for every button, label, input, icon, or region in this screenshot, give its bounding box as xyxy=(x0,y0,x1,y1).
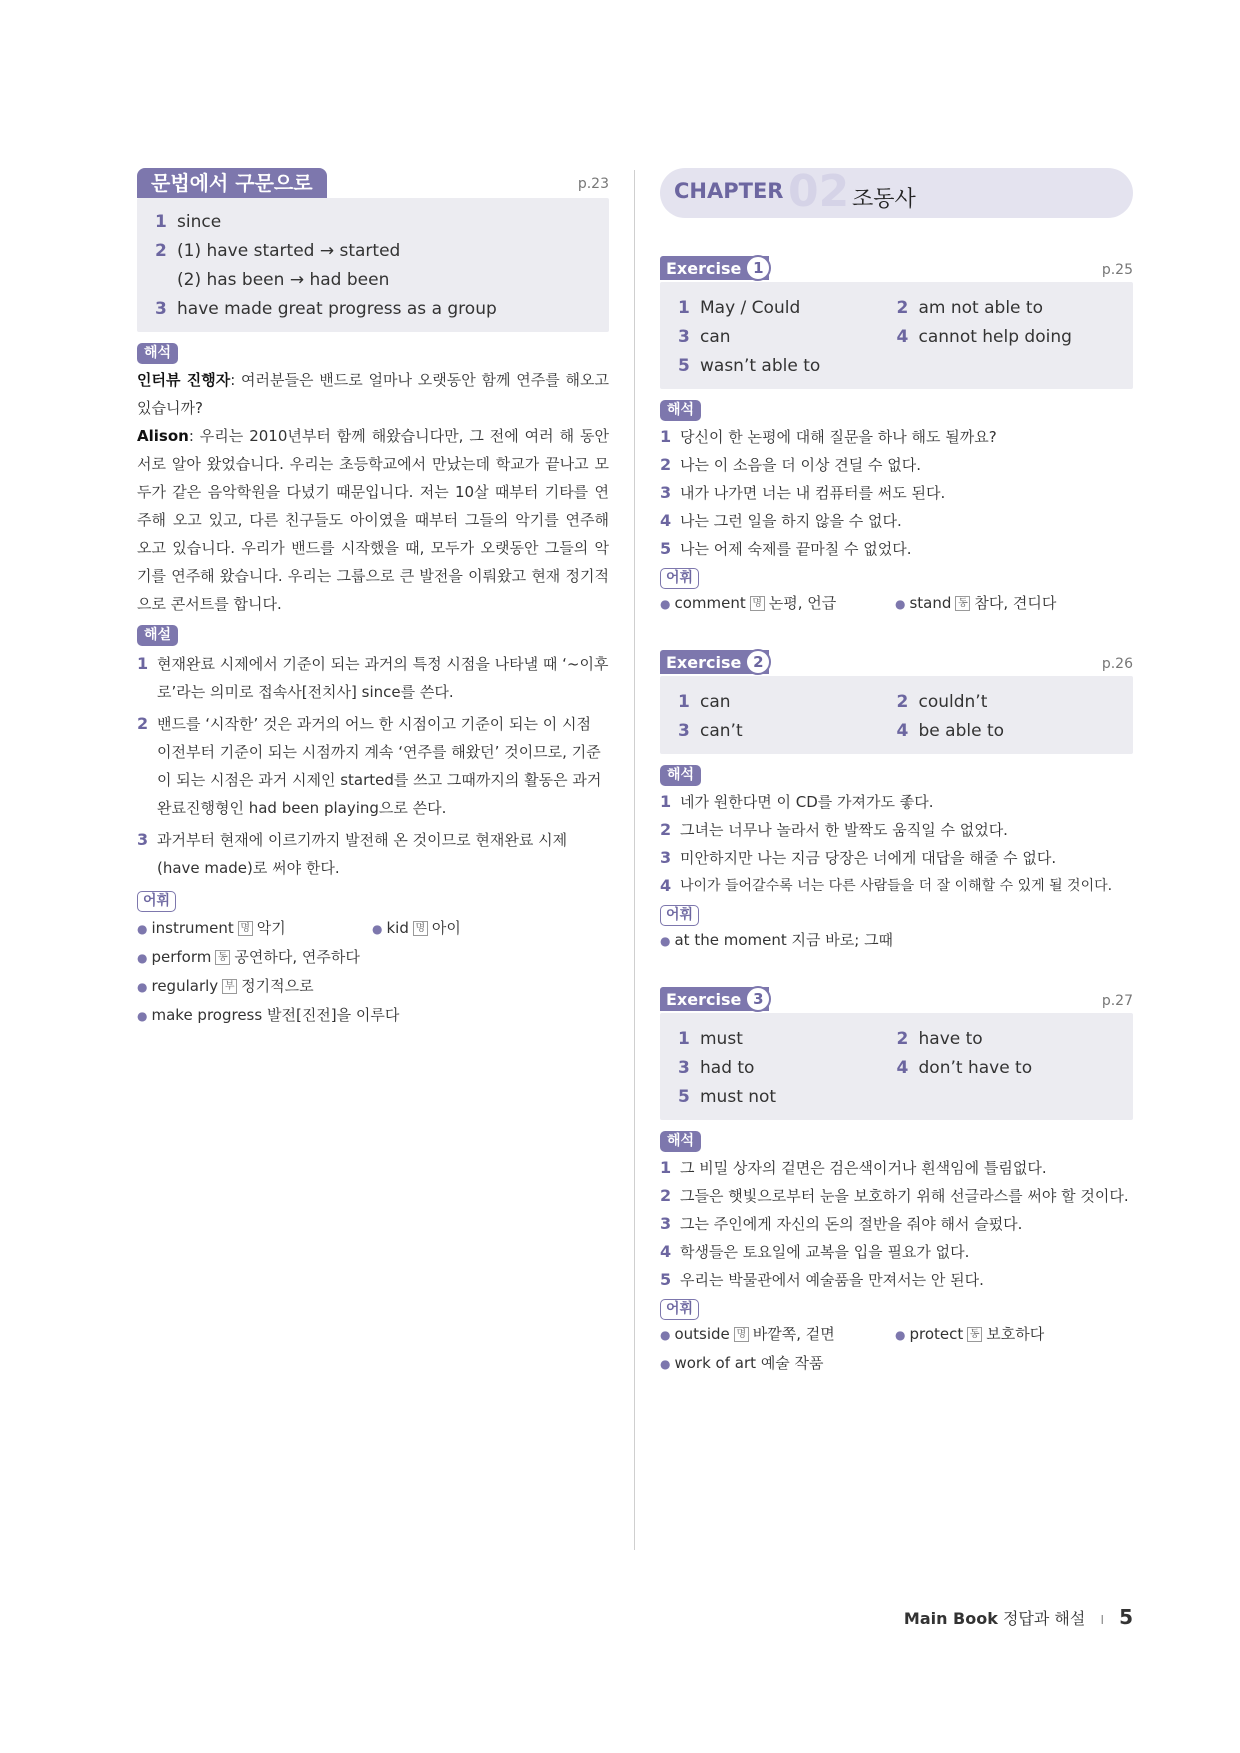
vocab-row: ● outside 명 바깥쪽, 겉면 ● protect 동 보호하다 xyxy=(660,1325,1045,1343)
exercise-number: 1 xyxy=(745,255,771,281)
translation-item: 4 학생들은 토요일에 교복을 입을 필요가 없다. xyxy=(660,1242,970,1261)
exercise-label: Exercise 1 xyxy=(660,256,769,280)
section-name: 정답과 해설 xyxy=(1002,1609,1086,1628)
answer-box xyxy=(660,1013,1133,1120)
exercise-2 xyxy=(660,650,1133,955)
vocab-label: 어휘 xyxy=(137,891,176,912)
translation-item: 1 그 비밀 상자의 겉면은 검은색이거나 흰색임에 틀림없다. xyxy=(660,1158,1047,1177)
exercise-3 xyxy=(660,987,1133,1378)
translation-item: 2 나는 이 소음을 더 이상 견딜 수 없다. xyxy=(660,455,922,474)
translation-item: 1 당신이 한 논평에 대해 질문을 하나 해도 될까요? xyxy=(660,427,997,446)
column-divider xyxy=(634,170,635,1550)
answer-item: 1 since xyxy=(155,212,222,232)
answer-item: 3 can xyxy=(678,327,731,347)
book-name: Main Book xyxy=(903,1609,998,1628)
chapter-title: 조동사 xyxy=(852,187,916,212)
answer-item: 1 can xyxy=(678,692,731,712)
exercise-label: Exercise 2 xyxy=(660,650,769,674)
translation-item: 5 나는 어제 숙제를 끝마칠 수 없었다. xyxy=(660,539,912,558)
exercise-label: Exercise 3 xyxy=(660,987,769,1011)
page-ref: p.23 xyxy=(577,176,609,192)
answer-box xyxy=(137,198,609,332)
vocab-label: 어휘 xyxy=(660,1299,699,1320)
exercise-header xyxy=(660,256,1133,282)
right-column xyxy=(660,168,1133,1378)
chapter-number: 02 xyxy=(788,166,850,217)
answer-item: 1 May / Could xyxy=(678,298,801,318)
vocab-row: ● instrument 명 악기 ● kid 명 아이 xyxy=(137,919,461,937)
answer-item: 4 be able to xyxy=(896,721,1005,741)
explanation-label: 해설 xyxy=(137,625,178,646)
chapter-header xyxy=(660,168,1133,218)
left-column xyxy=(137,168,609,1030)
answer-item: 2 couldn’t xyxy=(896,692,988,712)
exercise-1 xyxy=(660,256,1133,618)
translation-label: 해석 xyxy=(660,400,701,421)
explanation-item: 3 과거부터 현재에 이르기까지 발전해 온 것이므로 현재완료 시제(have made)로 써야 한다. xyxy=(137,830,568,877)
answer-box xyxy=(660,676,1133,754)
vocab-label: 어휘 xyxy=(660,905,699,926)
answer-item: (2) has been → had been xyxy=(177,270,390,290)
answer-box xyxy=(660,282,1133,389)
answer-item: 4 don’t have to xyxy=(896,1058,1033,1078)
translation-item: 2 그들은 햇빛으로부터 눈을 보호하기 위해 선글라스를 써야 할 것이다. xyxy=(660,1186,1129,1205)
translation-item: 4 나이가 들어갈수록 너는 다른 사람들을 더 잘 이해할 수 있게 될 것이다. xyxy=(660,876,1113,895)
explanation-list xyxy=(137,650,609,882)
translation-list xyxy=(660,1154,1133,1294)
vocab-row: ● make progress 발전[진전]을 이루다 xyxy=(137,1006,400,1024)
translation-list xyxy=(660,788,1133,900)
answer-item: 2 (1) have started → started xyxy=(155,241,401,261)
grammar-section-header xyxy=(137,168,609,198)
answer-item: 2 have to xyxy=(896,1029,983,1049)
exercise-number: 2 xyxy=(745,649,771,675)
translation-paragraph: 인터뷰 진행자: 여러분들은 밴드로 얼마나 오랫동안 함께 연주를 해오고 있습니까? Alison: 우리는 2010년부터 함께 해왔습니다만, 그 전에 여러 해 동안 서로 알아 왔었습니다. 우리는 초등학교에서 만났는데 학교가 끝나고 모두가 같은 음악학원을 다녔기 때문입니다. 저는 10살 때부터 기타를 연주해 오고 있고, 다른 친구들도 아이였을 때부터 그들의 악기를 연주해 오고 있습니다. 우리가 밴드를 시작했을 때, 모두가 오랫동안 그들의 악기를 연주해 왔습니다. 우리는 그룹으로 큰 발전을 이뤄왔고 현재 정기적으로 콘서트를 합니다. xyxy=(137,371,609,613)
answer-item: 1 must xyxy=(678,1029,743,1049)
page-ref: p.25 xyxy=(1101,262,1133,278)
exercise-header xyxy=(660,987,1133,1013)
translation-item: 5 우리는 박물관에서 예술품을 만져서는 안 된다. xyxy=(660,1270,984,1289)
explanation-item: 1 현재완료 시제에서 기준이 되는 과거의 특정 시점을 나타낼 때 ‘~이후로’라는 의미로 접속사[전치사] since를 쓴다. xyxy=(137,654,609,701)
vocab-label: 어휘 xyxy=(660,568,699,589)
page-number: 5 xyxy=(1119,1605,1133,1629)
vocab-row: ● perform 동 공연하다, 연주하다 xyxy=(137,948,360,966)
page-ref: p.27 xyxy=(1101,993,1133,1009)
answer-item: 3 have made great progress as a group xyxy=(155,299,497,319)
translation-item: 3 그는 주인에게 자신의 돈의 절반을 줘야 해서 슬펐다. xyxy=(660,1214,1023,1233)
translation-item: 3 내가 나가면 너는 내 컴퓨터를 써도 된다. xyxy=(660,483,946,502)
section-title: 문법에서 구문으로 xyxy=(137,168,327,198)
translation-item: 4 나는 그런 일을 하지 않을 수 없다. xyxy=(660,511,902,530)
vocab-row: ● regularly 부 정기적으로 xyxy=(137,977,314,995)
explanation-item: 2 밴드를 ‘시작한’ 것은 과거의 어느 한 시점이고 기준이 되는 이 시점 이전부터 기준이 되는 시점까지 계속 ‘연주를 해왔던’ 것이므로, 기준이 되는 시점은 과거 시제인 started를 쓰고 그때까지의 활동은 과거완료진행형인 had been playing으로 쓴다. xyxy=(137,714,602,817)
vocab-row: ● at the moment 지금 바로; 그때 xyxy=(660,931,894,949)
answer-item: 3 had to xyxy=(678,1058,755,1078)
vocab-row: ● work of art 예술 작품 xyxy=(660,1354,824,1372)
chapter-label: CHAPTER xyxy=(674,179,784,203)
footer-separator: I xyxy=(1100,1613,1104,1627)
exercise-header xyxy=(660,650,1133,676)
vocab-row: ● comment 명 논평, 언급 ● stand 동 참다, 견디다 xyxy=(660,594,1057,612)
answer-item: 2 am not able to xyxy=(896,298,1043,318)
translation-label: 해석 xyxy=(660,765,701,786)
translation-item: 3 미안하지만 나는 지금 당장은 너에게 대답을 해줄 수 없다. xyxy=(660,848,1057,867)
translation-label: 해석 xyxy=(137,343,178,364)
page-footer xyxy=(904,1605,1133,1629)
answer-item: 5 must not xyxy=(678,1087,777,1107)
translation-label: 해석 xyxy=(660,1131,701,1152)
answer-item: 5 wasn’t able to xyxy=(678,356,821,376)
translation-item: 1 네가 원한다면 이 CD를 가져가도 좋다. xyxy=(660,792,934,811)
page-ref: p.26 xyxy=(1101,656,1133,672)
vocab-list xyxy=(137,914,609,1030)
translation-item: 2 그녀는 너무나 놀라서 한 발짝도 움직일 수 없었다. xyxy=(660,820,1008,839)
answer-item: 3 can’t xyxy=(678,721,743,741)
translation-list xyxy=(660,423,1133,563)
exercise-number: 3 xyxy=(745,986,771,1012)
answer-item: 4 cannot help doing xyxy=(896,327,1072,347)
